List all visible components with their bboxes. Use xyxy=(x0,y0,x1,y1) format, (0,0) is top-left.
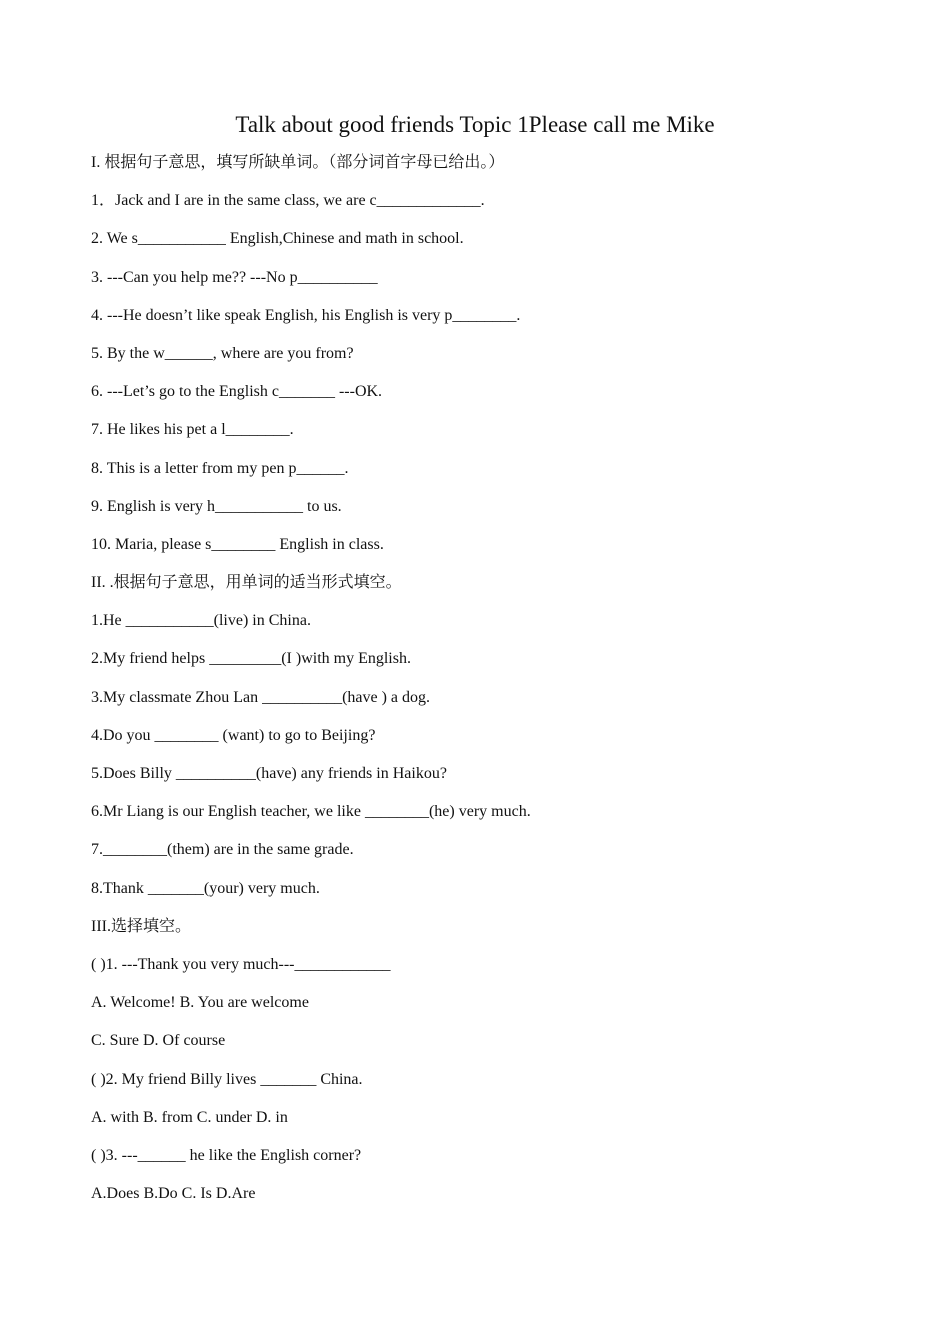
question-line: 10. Maria, please s________ English in class. xyxy=(91,535,384,553)
question-line: 6.Mr Liang is our English teacher, we like ________(he) very much. xyxy=(91,803,531,821)
question-line: 3.My classmate Zhou Lan __________(have ) a dog. xyxy=(91,688,431,706)
question-line: 8. This is a letter from my pen p______. xyxy=(91,459,349,477)
question-line: 1.He ___________(live) in China. xyxy=(91,612,311,630)
question-line: 9. English is very h___________ to us. xyxy=(91,497,342,515)
question-line: 4.Do you ________ (want) to go to Beijing? xyxy=(91,726,376,744)
question-line: ( )2. My friend Billy lives _______ China. xyxy=(91,1070,363,1088)
question-line: 1．Jack and I are in the same class, we are c_____________. xyxy=(91,192,485,210)
option-line: A. Welcome! B. You are welcome xyxy=(91,994,309,1012)
option-line: A. with B. from C. under D. in xyxy=(91,1108,288,1126)
question-line: 6. ---Let’s go to the English c_______ ---OK. xyxy=(91,383,383,401)
question-line: 2. We s___________ English,Chinese and math in school. xyxy=(91,230,464,248)
document-title: Talk about good friends Topic 1Please call me Mike xyxy=(235,112,715,137)
option-line: C. Sure D. Of course xyxy=(91,1032,226,1050)
question-line: 8.Thank _______(your) very much. xyxy=(91,879,320,897)
question-line: 4. ---He doesn’t like speak English, his English is very p________. xyxy=(91,306,521,324)
option-line: A.Does B.Do C. Is D.Are xyxy=(91,1185,256,1203)
question-line: 3. ---Can you help me?? ---No p__________ xyxy=(91,268,378,286)
question-line: 7.________(them) are in the same grade. xyxy=(91,841,354,859)
question-line: 5.Does Billy __________(have) any friends in Haikou? xyxy=(91,765,447,782)
question-line: 7. He likes his pet a l________. xyxy=(91,421,294,439)
section-2-heading: II. .根据句子意思，用单词的适当形式填空。 xyxy=(91,574,402,592)
question-line: 2.My friend helps _________(I )with my English. xyxy=(91,650,411,668)
question-line: ( )1. ---Thank you very much---____________ xyxy=(91,955,391,973)
exercise-lines xyxy=(91,152,891,1221)
section-3-heading: III.选择填空。 xyxy=(91,917,191,935)
section-1-heading: I. 根据句子意思，填写所缺单词。（部分词首字母已给出。） xyxy=(91,154,505,171)
question-line: 5. By the w______, where are you from? xyxy=(91,344,354,362)
question-line: ( )3. ---______ he like the English corner? xyxy=(91,1146,362,1164)
